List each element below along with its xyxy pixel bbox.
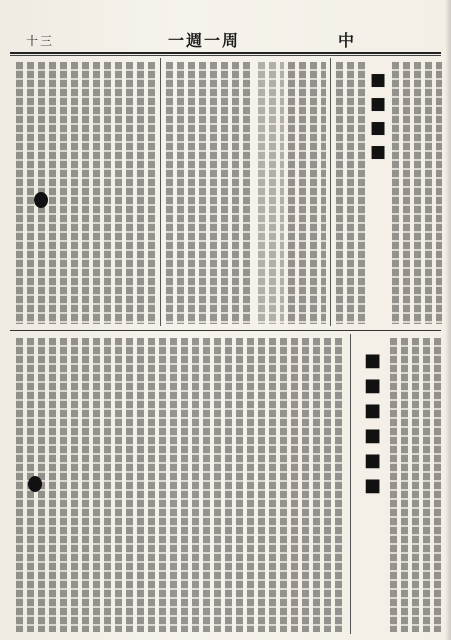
article-text-block [336, 62, 366, 324]
article-text-block [16, 338, 346, 632]
publication-title: 一週一周 [168, 31, 241, 50]
header-rule [10, 52, 441, 54]
article-text-block [390, 338, 442, 632]
punch-hole [28, 476, 42, 492]
article-text-block [258, 62, 284, 324]
page-header [8, 22, 443, 52]
column-divider [350, 334, 351, 634]
section-divider [10, 330, 441, 331]
article-text-block [166, 62, 254, 324]
header-rule-thin [10, 55, 441, 56]
article-heading: ■■■■■■ [362, 350, 383, 500]
column-divider [160, 58, 161, 326]
binding-edge [445, 0, 451, 640]
article-text-block [392, 62, 442, 324]
punch-hole [34, 192, 48, 208]
masthead: 中 [338, 31, 357, 50]
column-divider [330, 58, 331, 326]
section-heading: ■■■■ [368, 70, 388, 166]
article-text-block [288, 62, 326, 324]
page-number: 十三 [26, 34, 55, 48]
